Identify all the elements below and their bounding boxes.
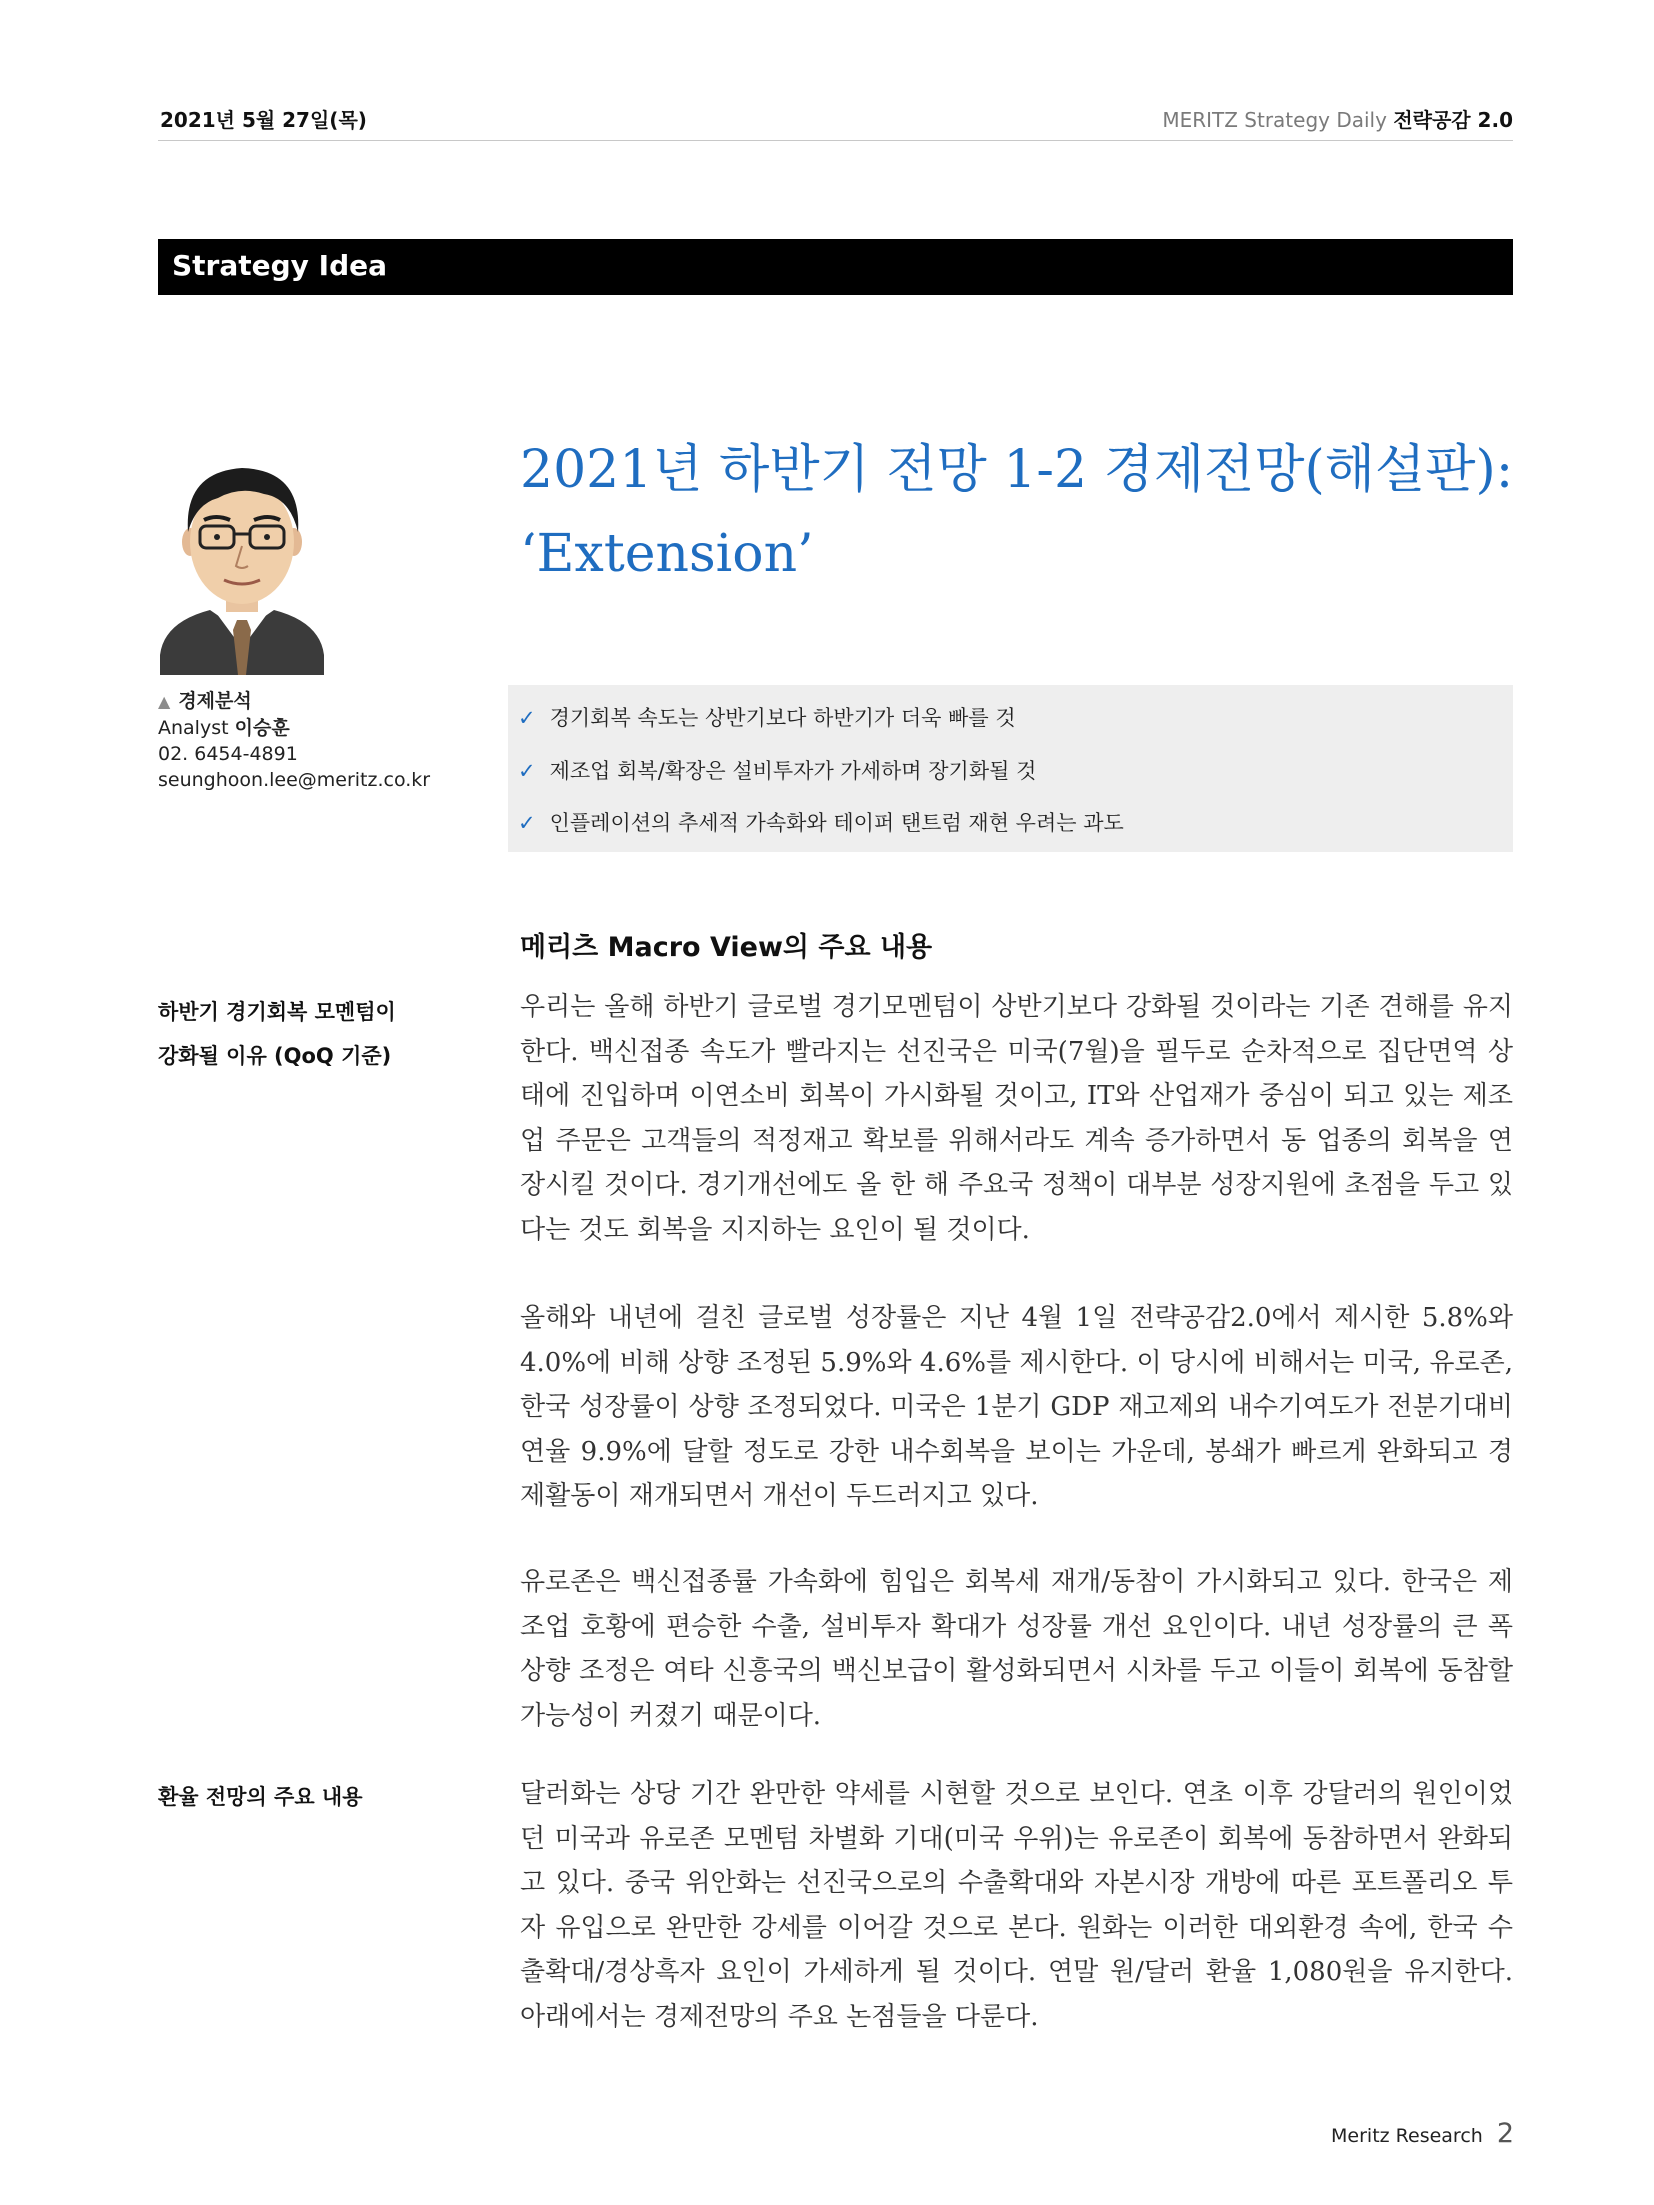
footer-label: Meritz Research [1331, 2125, 1483, 2147]
analyst-role-name [158, 715, 458, 741]
page-header [158, 100, 1513, 141]
macro-view-heading: 메리츠 Macro View의 주요 내용 [520, 932, 933, 963]
side-label-momentum: 하반기 경기회복 모멘텀이 강화될 이유 (QoQ 기준) [158, 1000, 396, 1068]
triangle-icon: ▲ [158, 692, 171, 711]
summary-item: ✓ 경기회복 속도는 상반기보다 하반기가 더욱 빠를 것 [518, 706, 1016, 730]
page-number: 2 [1496, 2118, 1514, 2149]
analyst-phone: 02. 6454-4891 [158, 743, 298, 765]
header-date: 2021년 5월 27일(목) [160, 108, 367, 132]
summary-box [508, 685, 1513, 852]
summary-item: ✓ 제조업 회복/확장은 설비투자가 가세하며 장기화될 것 [518, 759, 1037, 783]
analyst-department: ▲ 경제분석 [158, 690, 252, 712]
analyst-info [158, 688, 458, 793]
report-title [520, 428, 1520, 596]
publication-series: MERITZ Strategy Daily [1162, 108, 1387, 132]
analyst-email: seunghoon.lee@meritz.co.kr [158, 769, 431, 791]
summary-item: ✓ 인플레이션의 추세적 가속화와 테이퍼 탠트럼 재현 우려는 과도 [518, 811, 1124, 835]
body-paragraph: 우리는 올해 하반기 글로벌 경기모멘텀이 상반기보다 강화될 것이라는 기존 견해를 유지한다. 백신접종 속도가 빨라지는 선진국은 미국(7월)을 필두로 순차적으로 집단면역 상태에 진입하며 이연소비 회복이 가시화될 것이고, IT와 산업재가 중심이 되고 있는 제조업 주문은 고객들의 적정재고 확보를 위해서라도 계속 증가하면서 동 업종의 회복을 연장시킬 것이다. 경기개선에도 올 한 해 주요국 정책이 대부분 성장지원에 초점을 두고 있다는 것도 회복을 지지하는 요인이 될 것이다. [520, 992, 1513, 1245]
analyst-name: 이승훈 [234, 717, 290, 739]
checkmark-icon: ✓ [518, 759, 536, 783]
report-title-line-2: ‘Extension’ [520, 524, 814, 584]
analyst-role: Analyst [158, 717, 229, 739]
body-paragraph: 달러화는 상당 기간 완만한 약세를 시현할 것으로 보인다. 연초 이후 강달러의 원인이었던 미국과 유로존 모멘텀 차별화 기대(미국 우위)는 유로존이 회복에 동참하면서 완화되고 있다. 중국 위안화는 선진국으로의 수출확대와 자본시장 개방에 따른 포트폴리오 투자 유입으로 완만한 강세를 이어갈 것으로 본다. 원화는 이러한 대외환경 속에, 한국 수출확대/경상흑자 요인이 가세하게 될 것이다. 연말 원/달러 환율 1,080원을 유지한다. 아래에서는 경제전망의 주요 논점들을 다룬다. [520, 1779, 1513, 2032]
checkmark-icon: ✓ [518, 811, 536, 835]
header-publication [1162, 104, 1513, 133]
body-paragraph: 유로존은 백신접종률 가속화에 힘입은 회복세 재개/동참이 가시화되고 있다. 한국은 제조업 호황에 편승한 수출, 설비투자 확대가 성장률 개선 요인이다. 내년 성장률의 큰 폭 상향 조정은 여타 신흥국의 백신보급이 활성화되면서 시차를 두고 이들이 회복에 동참할 가능성이 커졌기 때문이다. [520, 1567, 1513, 1731]
checkmark-icon: ✓ [518, 706, 536, 730]
report-title-line-1: 2021년 하반기 전망 1-2 경제전망(해설판): [520, 440, 1514, 500]
page-footer [1331, 2118, 1514, 2149]
side-label-fx: 환율 전망의 주요 내용 [158, 1785, 363, 1809]
body-paragraph: 올해와 내년에 걸친 글로벌 성장률은 지난 4월 1일 전략공감2.0에서 제시한 5.8%와 4.0%에 비해 상향 조정된 5.9%와 4.6%를 제시한다. 이 당시에 비해서는 미국, 유로존, 한국 성장률이 상향 조정되었다. 미국은 1분기 GDP 재고제외 내수기여도가 전분기대비 연율 9.9%에 달할 정도로 강한 내수회복을 보이는 가운데, 봉쇄가 빠르게 완화되고 경제활동이 재개되면서 개선이 두드러지고 있다. [520, 1303, 1513, 1511]
analyst-avatar [152, 450, 332, 675]
section-bar-label: Strategy Idea [172, 249, 388, 282]
section-bar [158, 239, 1513, 295]
publication-name: 전략공감 2.0 [1393, 108, 1513, 132]
